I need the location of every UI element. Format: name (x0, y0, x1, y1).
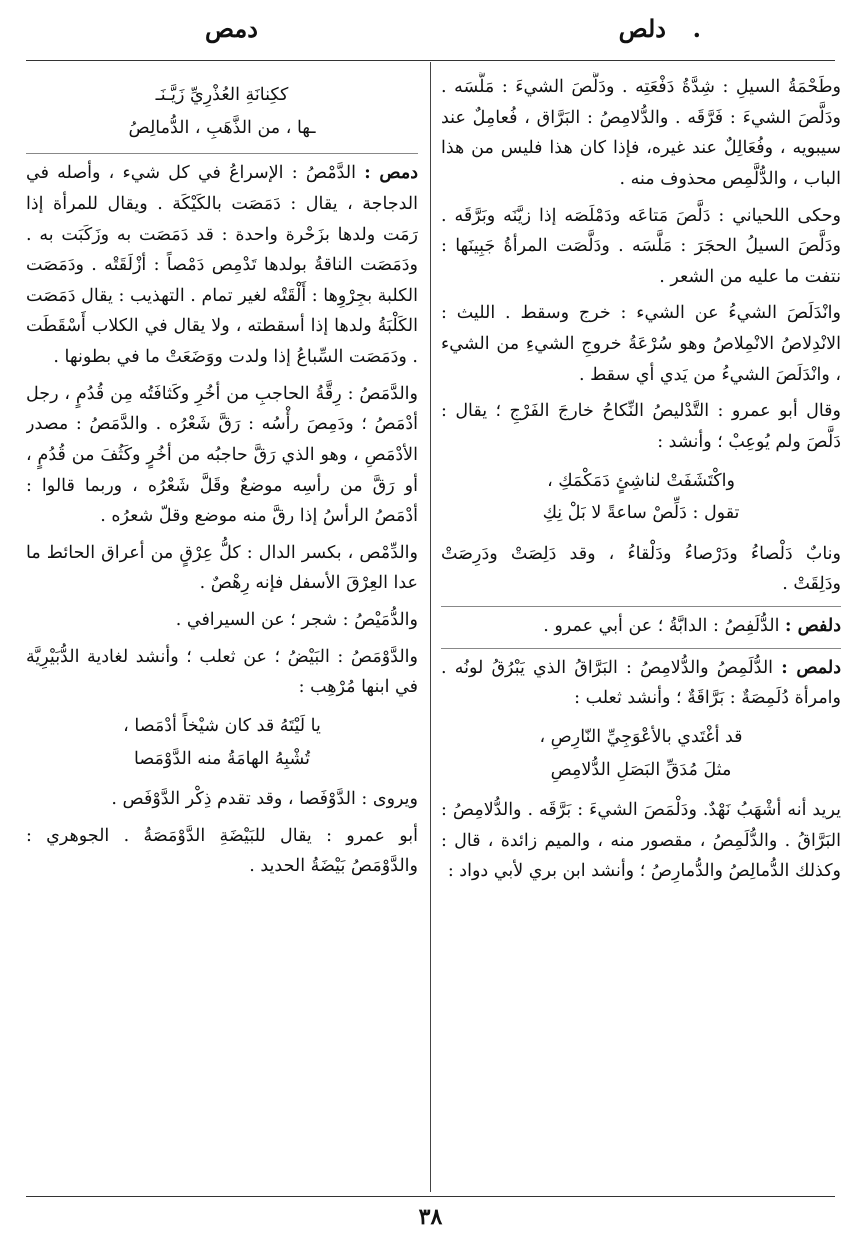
left-column (26, 72, 418, 1192)
verse-line: قد أغْتَدي بالأعْوَجِيِّ النّارِصِ ، (539, 726, 743, 747)
header-left-word: دمص (205, 14, 258, 43)
verse-line: مثلَ مُدَقِّ البَصَلِ الدُّلامِصِ (550, 759, 732, 780)
verse-line: يا لَيْتَهُ قد كان شيْخاً أدْمَصا ، (123, 715, 321, 736)
column-divider (430, 62, 431, 1192)
entry-paragraph (441, 72, 841, 195)
entry-text: وحكى اللحياني : دَلَّصَ مَتاعَه ودَمْلَصَه إذا زيَّنَه وبَرَّقَه . ودَلَّصَ السيلُ الحجَرَ : مَلَّسَه . ودَلَّصَت المرأةُ جَبِينَها : نتفت ما عليه من الشعر . (441, 205, 841, 287)
entry-headword: دلفص : (785, 616, 841, 636)
verse-line: واكْتَشَفَتْ لناشِئٍ دَمَكْمَكِ ، (547, 470, 735, 491)
entry-text: والدَّوْمَصُ : البَيْضُ ؛ عن ثعلب ؛ وأنشد لغادية الدُّبَيْرِيَّة في ابنها مُرْهِب : (26, 646, 418, 698)
entry-paragraph (441, 606, 841, 642)
entry-text: الدُّلَفِصُ : الدابَّةُ ؛ عن أبي عمرو . (543, 616, 786, 636)
entry-paragraph (26, 642, 418, 703)
header-dot: . (692, 14, 701, 43)
entry-text: وطَحْمَةُ السيلِ : شِدَّةُ دَفْعَتِه . ودَلَّصَ الشيءَ : مَلَّسَه . ودَلَّصَ الشيءَ : فَرَّقَه . والدُّلامِصُ : البَرَّاق ، فُعامِلٌ عند سيبويه ، وفُعَالِلٌ عند غيره، فإذا كان هذا فليس من هذا الباب ، والدُّلَّمِص محذوف منه . (441, 77, 841, 189)
verse-line: ككِنانَةِ العُذْرِيِّ زَيَّـنَـ (155, 85, 289, 105)
entry-paragraph (441, 201, 841, 293)
bottom-rule (26, 1196, 835, 1197)
verse-line: تُشْبِهُ الهامَةُ منه الدَّوْمَصا (134, 748, 310, 769)
entry-paragraph (441, 396, 841, 457)
entry-paragraph (441, 298, 841, 390)
entry-headword: دمص : (364, 163, 418, 184)
entry-paragraph (26, 784, 418, 815)
entry-paragraph (441, 648, 841, 714)
entry-paragraph (26, 379, 418, 532)
entry-paragraph (26, 605, 418, 636)
entry-text: والدِّمْص ، بكسر الدال : كلُّ عِرْقٍ من أعراق الحائط ما عدا العِرْقَ الأسفل فإنه رِهْصٌ . (26, 542, 418, 594)
entry-paragraph (441, 539, 841, 600)
top-rule (26, 60, 835, 61)
entry-text: الدُّلَمِصُ والدُّلامِصُ : البَرَّاقُ الذي يَبْرُقُ لونُه . وامرأة دُلَمِصَةٌ : بَرَّاقَةٌ ؛ وأنشد ثعلب : (441, 657, 841, 709)
entry-paragraph (441, 795, 841, 887)
entry-text: والدَّمَصُ : رِقَّةُ الحاجبِ من أخُرِ وكَثافَتُه مِن قُدُمٍ ، رجل أدْمَصُ ؛ ودَمِصَ رأْسُه : رَقَّ شَعْرُه . والدَّمَصُ : مصدر الأدْمَصِ ، وهو الذي رَقَّ حاجبُه من أخُرٍ وكَثُفَ من قُدُمٍ ، أو رَقَّ من رأسِه موضعٌ وقَلَّ شَعْرُه ، وربما قالوا : أدْمَصُ الرأسُ إذا رقَّ منه موضع وقلّ شعرُه . (26, 383, 418, 527)
entry-text: أبو عمرو : يقال للبَيْضَةِ الدَّوْمَصَةُ . الجوهري : والدَّوْمَصُ بَيْضَةُ الحديد . (26, 825, 418, 877)
entry-text: وانْدَلَصَ الشيءُ عن الشيء : خرج وسقط . الليث : الانْدِلاصُ الانْمِلاصُ وهو سُرْعَةُ خروجِ الشيءِ من الشيء ، وانْدَلَصَ الشيءُ من يَدي أي سقط . (441, 303, 841, 385)
verse (441, 722, 841, 785)
entry-text: ونابٌ دَلْصاءُ ودَرْصاءُ ودَلْقاءُ ، وقد دَلِصَتْ ودَرِصَتْ ودَلِقَتْ . (441, 543, 841, 595)
verse (26, 80, 418, 143)
entry-paragraph (26, 821, 418, 882)
page-number: ٣٨ (418, 1204, 443, 1230)
entry-text: الدَّمْصُ : الإسراعُ في كل شيء ، وأصله في الدجاجة ، يقال : دَمَصَت بالكَيْكَة . ويقال للمرأة إذا رَمَت ولدها بزَحْرة واحدة : قد دَمَصَت به وزَكَبَت به . ودَمَصَت الناقةُ بولدها تَدْمِص دَمْصاً : أزْلَقَتْه . ودَمَصَت الكلبة بجِرْوِها : أَلْقَتْه لغير تمام . التهذيب : يقال دَمَصَت الكَلْبَةُ ولدها إذا أسقطته ، ولا يقال في الكلاب أَسْقَطَت . ودَمَصَت السِّباعُ إذا ولدت ووَضَعَتْ ما في بطونها . (26, 163, 418, 367)
verse-line: تقول : دَلِّصْ ساعةً لا بَلْ نِكِ (542, 503, 740, 524)
entry-text: ويروى : الدَّوْفَصا ، وقد تقدم ذِكْر الدَّوْفَص . (111, 789, 418, 810)
entry-paragraph (26, 538, 418, 599)
entry-text: والدُّمَيْصُ : شجر ؛ عن السيرافي . (175, 610, 418, 630)
entry-headword: دلمص : (781, 657, 841, 678)
verse (441, 466, 841, 529)
verse (26, 711, 418, 774)
entry-paragraph (26, 153, 418, 372)
entry-text: يريد أنه أشْهَبُ نَهْدٌ. ودَلْمَصَ الشيءَ : بَرَّقَه . والدُّلامِصُ : البَرَّاقُ . والدُّلَمِصُ ، مقصور منه ، والميم زائدة ، قال : وكذلك الدُّمالِصُ والدُّمارِصُ ؛ وأنشد ابن بري لأبي دواد : (441, 800, 841, 882)
entry-text: وقال أبو عمرو : التَّدْليصُ النِّكاحُ خارجَ الفَرْجِ ؛ يقال : دَلَّصَ ولم يُوعِبْ ؛ وأنشد : (441, 401, 841, 452)
right-column (441, 72, 841, 1192)
verse-line: ـها ، من الذَّهَبِ ، الدُّمالِصُ (128, 117, 316, 138)
header-right-word: دلص (618, 14, 666, 43)
